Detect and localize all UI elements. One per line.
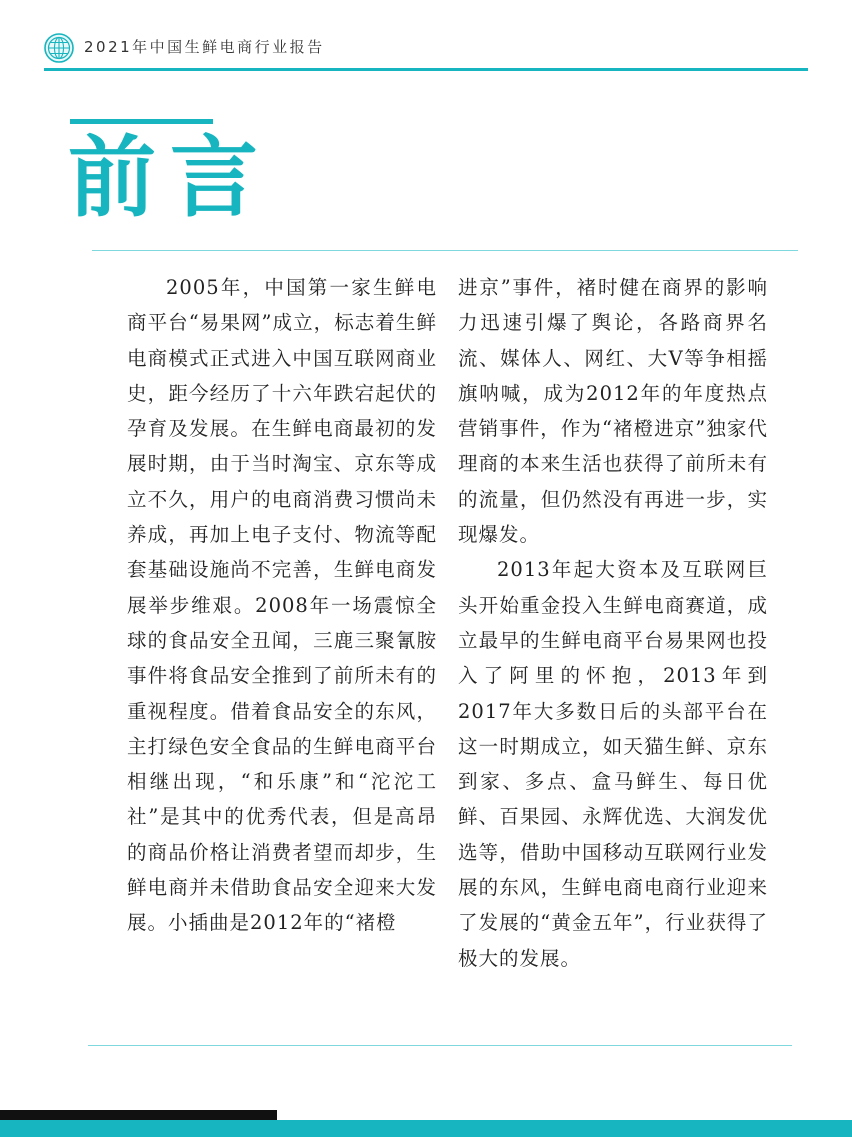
report-header-title: 2021年中国生鲜电商行业报告: [84, 38, 325, 56]
content-top-divider: [92, 250, 798, 251]
title-accent-bar: [70, 119, 213, 124]
right-text-column: [458, 270, 768, 976]
header-divider: [44, 68, 808, 71]
left-text-column: [127, 270, 437, 941]
paragraph-2: 2013年起大资本及互联网巨头开始重金投入生鲜电商赛道，成立最早的生鲜电商平台易果网也投入了阿里的怀抱，2013年到2017年大多数日后的头部平台在这一时期成立，如天猫生鲜、京东到家、多点、盒马鲜生、每日优鲜、百果园、永辉优选、大润发优选等，借助中国移动互联网行业发展的东风，生鲜电商电商行业迎来了发展的“黄金五年”，行业获得了极大的发展。: [458, 558, 768, 970]
footer-black-bar: [0, 1110, 277, 1120]
paragraph-1-continued: 进京”事件，褚时健在商界的影响力迅速引爆了舆论，各路商界名流、媒体人、网红、大V等争相摇旗呐喊，成为2012年的年度热点营销事件，作为“褚橙进京”独家代理商的本来生活也获得了前所未有的流量，但仍然没有再进一步，实现爆发。: [458, 276, 768, 547]
content-bottom-divider: [88, 1045, 792, 1046]
globe-icon: [44, 33, 74, 63]
paragraph-1: 2005年，中国第一家生鲜电商平台“易果网”成立，标志着生鲜电商模式正式进入中国互联网商业史，距今经历了十六年跌宕起伏的孕育及发展。在生鲜电商最初的发展时期，由于当时淘宝、京东等成立不久，用户的电商消费习惯尚未养成，再加上电子支付、物流等配套基础设施尚不完善，生鲜电商发展举步维艰。2008年一场震惊全球的食品安全丑闻，三鹿三聚氰胺事件将食品安全推到了前所未有的重视程度。借着食品安全的东风，主打绿色安全食品的生鲜电商平台相继出现，“和乐康”和“沱沱工社”是其中的优秀代表，但是高昂的商品价格让消费者望而却步，生鲜电商并未借助食品安全迎来大发展。小插曲是2012年的“褚橙: [127, 276, 437, 935]
page-title: 前言: [68, 126, 273, 229]
footer-teal-bar: [0, 1120, 852, 1137]
